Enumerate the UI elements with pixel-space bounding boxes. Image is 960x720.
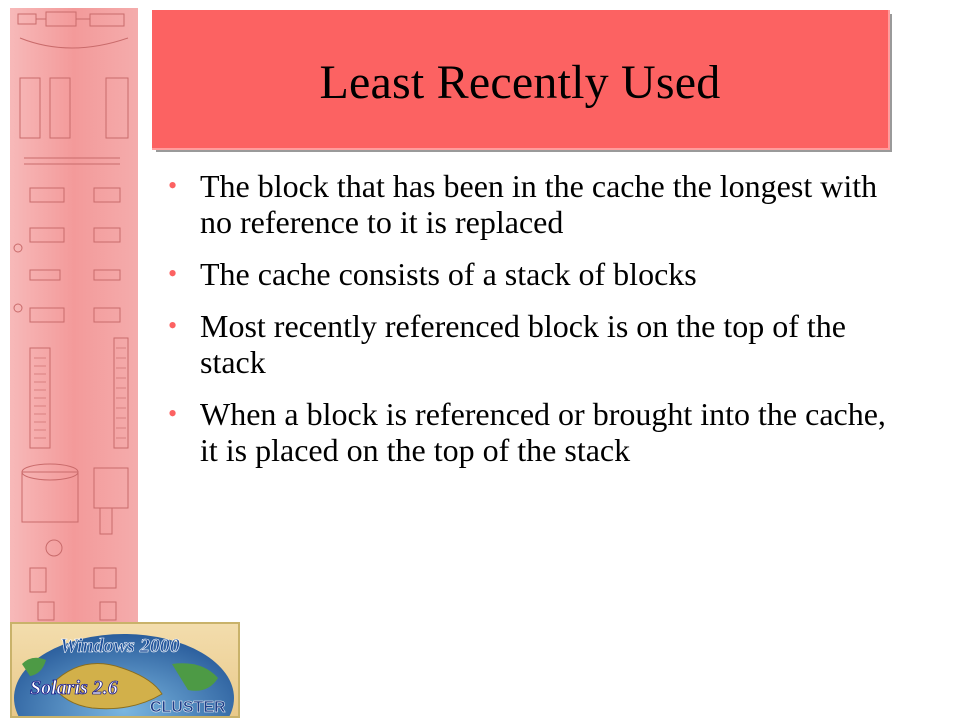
bullet-item bbox=[168, 256, 892, 292]
bullet-item bbox=[168, 168, 892, 240]
title-banner bbox=[152, 10, 890, 150]
bullet-icon: • bbox=[168, 259, 178, 288]
side-diagram-graphic bbox=[10, 8, 138, 622]
logo-windows-text: Windows 2000 bbox=[60, 635, 180, 657]
bullet-list bbox=[168, 168, 892, 484]
bullet-icon: • bbox=[168, 311, 178, 340]
bullet-text: The block that has been in the cache the longest with no reference to it is replaced bbox=[200, 168, 878, 240]
globe-logo-graphic bbox=[12, 624, 238, 716]
bullet-icon: • bbox=[168, 399, 178, 428]
bullet-item bbox=[168, 308, 892, 380]
windows-solaris-cluster-logo bbox=[10, 622, 240, 718]
bullet-icon: • bbox=[168, 171, 178, 200]
bullet-text: Most recently referenced block is on the top of the stack bbox=[200, 308, 846, 380]
bullet-item bbox=[168, 396, 892, 468]
side-diagram-strip bbox=[10, 8, 138, 622]
logo-solaris-text: Solaris 2.6 bbox=[30, 677, 118, 699]
bullet-text: The cache consists of a stack of blocks bbox=[200, 256, 697, 292]
logo-cluster-text: CLUSTER bbox=[150, 699, 226, 716]
bullet-text: When a block is referenced or brought into the cache, it is placed on the top of the stack bbox=[200, 396, 886, 468]
slide-title: Least Recently Used bbox=[319, 55, 721, 109]
